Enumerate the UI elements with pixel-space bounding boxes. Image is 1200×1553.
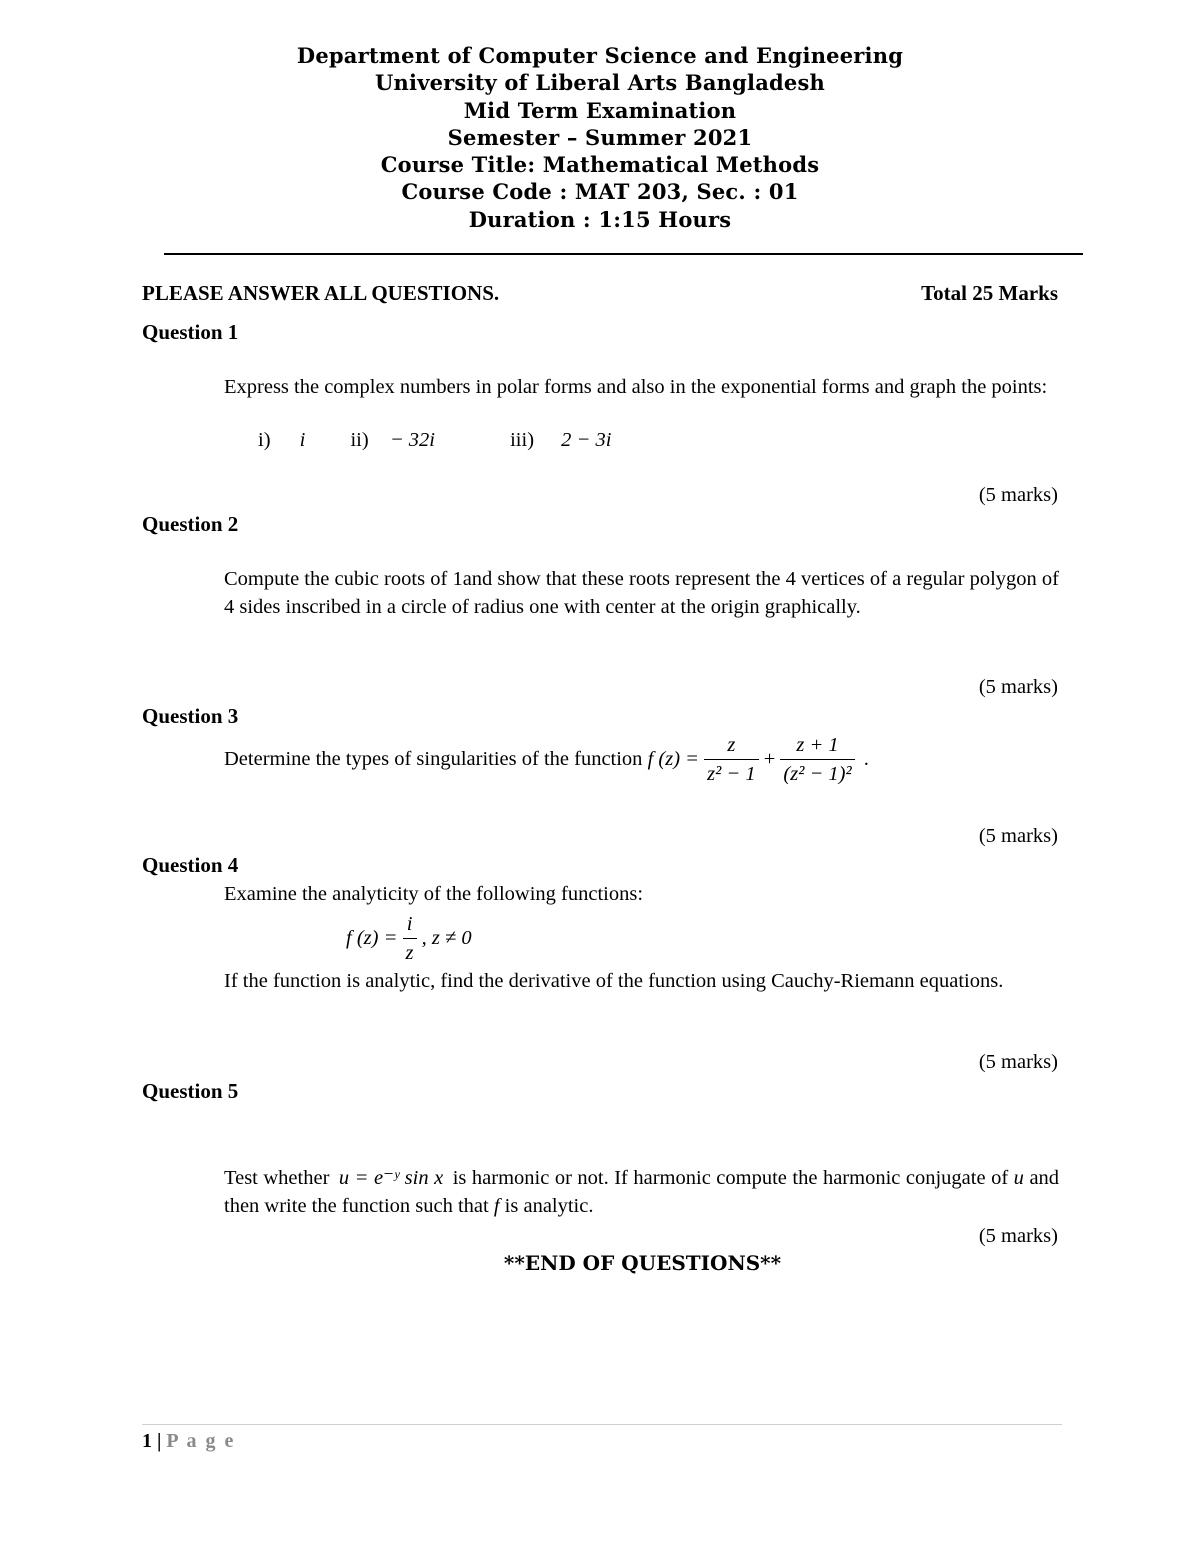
question-2-text-after: and show that these roots represent the 4 vertices of a regular polygon of 4 sides inscribed in a circle of radius one with center at the origin graphically. [224,568,1060,618]
question-4-marks: (5 marks) [978,1051,1058,1073]
fraction-1-denominator: z² − 1 [707,763,756,785]
part-label: iii) [510,429,535,451]
end-of-questions: **END OF QUESTIONS** [503,1251,782,1275]
fraction-numerator: i [403,912,417,939]
part-value: 2 − 3i [561,429,612,451]
fraction-i-over-z [403,912,417,965]
part-value: i [299,429,306,451]
variable-u: u [1013,1167,1024,1189]
part-value: − 32i [389,429,435,451]
question-3-title: Question 3 [142,704,239,728]
question-2-number: 1 [452,568,463,590]
question-1-title: Question 1 [142,320,239,344]
department-name: Department of Computer Science and Engineering [296,43,904,68]
question-2-text-before: Compute the cubic roots of [224,568,448,590]
page-label: P a g e [166,1430,236,1452]
question-3-prompt: Determine the types of singularities of the function [224,748,643,770]
condition: , z ≠ 0 [421,927,472,949]
plus-sign: + [763,748,776,770]
question-3-marks: (5 marks) [978,825,1058,847]
question-5-text-c: and then write the function such that [224,1167,1060,1217]
exam-name: Mid Term Examination [463,97,737,123]
fraction-1-numerator: z [704,733,758,760]
semester: Semester – Summer 2021 [447,124,753,150]
page-number: 1 [142,1430,152,1452]
question-3-text [224,733,869,786]
question-2-title: Question 2 [142,512,239,536]
fraction-2-denominator: (z² − 1)² [783,763,852,785]
question-4-text: Examine the analyticity of the following functions: [224,883,644,905]
question-2-text [224,565,1059,621]
question-4-text-2: If the function is analytic, find the derivative of the function using Cauchy-Riemann equations. [224,970,1004,992]
duration: Duration : 1:15 Hours [468,206,732,232]
instructions: PLEASE ANSWER ALL QUESTIONS. [142,281,500,305]
university-name: University of Liberal Arts Bangladesh [375,70,825,96]
fraction-denominator: z [405,942,414,964]
question-5-text [224,1164,1059,1220]
fraction-2 [780,733,854,786]
period: . [863,748,869,770]
fraction-1 [704,733,758,786]
question-4-title: Question 4 [142,853,239,877]
fraction-2-numerator: z + 1 [780,733,854,760]
question-5-marks: (5 marks) [978,1225,1058,1247]
question-1-text: Express the complex numbers in polar forms and also in the exponential forms and graph the points: [224,376,1048,398]
function-lhs: f (z) = [647,748,699,770]
exam-header [0,42,1200,233]
total-marks: Total 25 Marks [921,281,1058,305]
question-5-text-b: is harmonic or not. If harmonic compute the harmonic conjugate of [452,1167,1009,1189]
function-lhs: f (z) = [346,927,398,949]
question-1-marks: (5 marks) [978,484,1058,506]
page-footer [142,1430,235,1453]
page-separator: | [157,1430,162,1452]
course-title: Course Title: Mathematical Methods [380,152,820,178]
question-5-text-d: is analytic. [504,1195,594,1217]
question-5-text-a: Test whether [224,1167,330,1189]
question-4-function [346,912,472,965]
course-code: Course Code : MAT 203, Sec. : 01 [401,179,799,205]
question-5-title: Question 5 [142,1079,239,1103]
header-divider [164,253,1083,255]
part-label: ii) [350,429,369,451]
part-label: i) [258,429,271,451]
expression: u = e⁻ʸ sin x [338,1167,444,1189]
question-2-marks: (5 marks) [978,676,1058,698]
footer-divider [142,1424,1062,1425]
variable-f: f [493,1195,500,1217]
question-1-parts [258,429,611,452]
